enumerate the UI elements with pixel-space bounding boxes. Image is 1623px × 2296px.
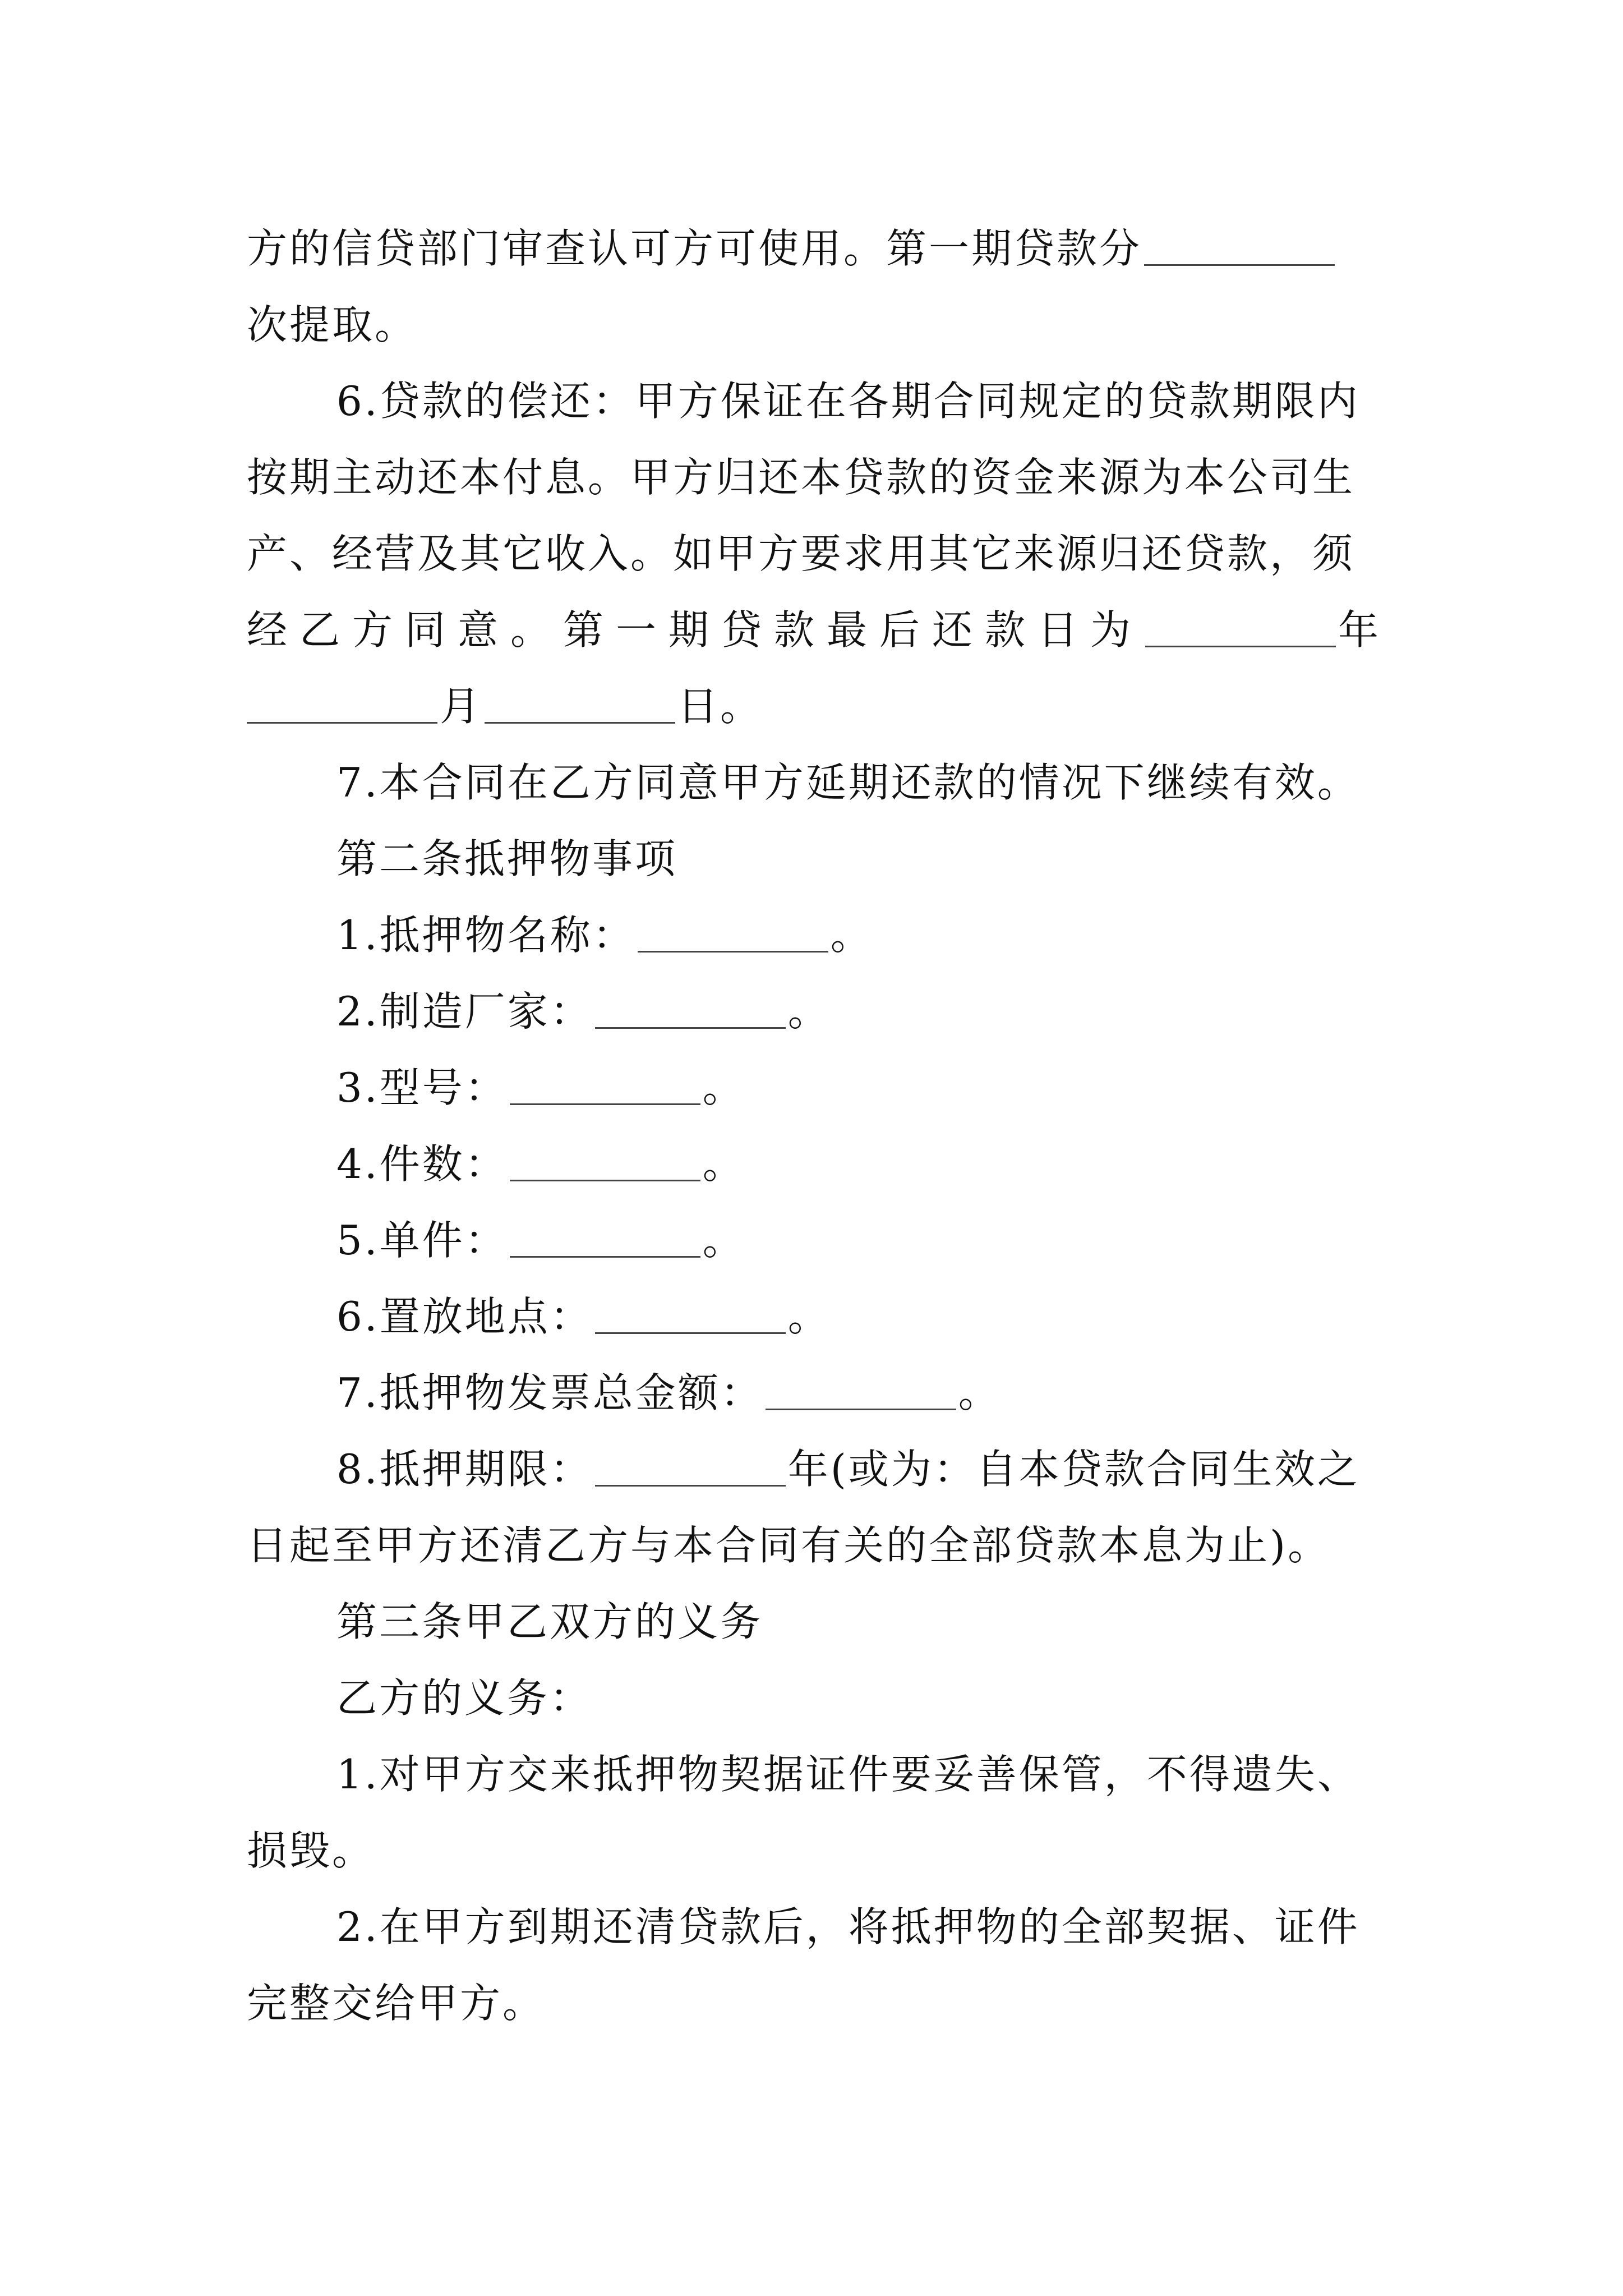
fill-in-blank[interactable] (510, 1217, 700, 1258)
paragraph-line: 按期主动还本付息。甲方归还本贷款的资金来源为本公司生 (247, 454, 1355, 501)
field-label: 4.件数： (336, 1140, 508, 1188)
paragraph-line: 6.贷款的偿还：甲方保证在各期合同规定的贷款期限内 (336, 378, 1360, 425)
form-field-line (247, 1355, 1385, 1431)
fill-in-blank[interactable] (595, 988, 786, 1029)
paragraph-line: 次提取。 (247, 301, 418, 348)
text: 。 (787, 1293, 831, 1340)
text: 日。 (677, 683, 763, 730)
paragraph-line: 2.在甲方到期还清贷款后，将抵押物的全部契据、证件 (336, 1903, 1360, 1950)
fill-in-blank[interactable] (510, 1064, 700, 1105)
form-field-line (247, 1126, 1385, 1202)
document-body (247, 210, 1391, 2041)
paragraph-line (247, 210, 1385, 287)
fill-in-blank[interactable] (638, 912, 828, 953)
text: 年 (1338, 606, 1391, 654)
paragraph-line: 日起至甲方还清乙方与本合同有关的全部贷款本息为止)。 (247, 1522, 1331, 1569)
form-field-line (247, 897, 1385, 973)
fill-in-blank[interactable] (595, 1293, 786, 1334)
text: 。 (702, 1140, 745, 1188)
form-field-line (247, 973, 1385, 1050)
field-label: 5.单件： (336, 1217, 508, 1264)
field-label: 2.制造厂家： (336, 988, 593, 1035)
text: 。 (958, 1369, 1001, 1416)
fill-in-blank[interactable] (595, 1446, 786, 1487)
fill-in-blank[interactable] (247, 683, 437, 724)
field-label: 6.置放地点： (336, 1293, 593, 1340)
paragraph-line: 完整交给甲方。 (247, 1980, 546, 2027)
form-field-line (247, 1050, 1385, 1126)
fill-in-blank[interactable] (766, 1369, 956, 1410)
text: 经乙方同意。第一期贷款最后还款日为 (247, 606, 1144, 654)
field-label: 8.抵押期限： (336, 1446, 593, 1493)
section-heading: 第二条抵押物事项 (336, 835, 678, 882)
fill-in-blank[interactable] (510, 1140, 700, 1181)
fill-in-blank[interactable] (485, 683, 675, 724)
field-label: 7.抵押物发票总金额： (336, 1369, 763, 1416)
text: 。 (702, 1217, 745, 1264)
form-field-line (247, 1202, 1385, 1278)
field-label: 1.抵押物名称： (336, 912, 635, 959)
paragraph-line: 损毁。 (247, 1827, 375, 1874)
text: 年(或为：自本贷款合同生效之 (787, 1446, 1360, 1493)
paragraph-line: 7.本合同在乙方同意甲方延期还款的情况下继续有效。 (336, 759, 1360, 806)
text: 。 (830, 912, 873, 959)
paragraph-line: 产、经营及其它收入。如甲方要求用其它来源归还贷款，须 (247, 530, 1355, 577)
paragraph-line (247, 668, 1385, 744)
fill-in-blank[interactable] (1144, 225, 1335, 266)
field-label: 3.型号： (336, 1064, 508, 1111)
form-field-line (247, 1431, 1385, 1507)
section-heading: 第三条甲乙双方的义务 (336, 1598, 763, 1645)
form-field-line (247, 1278, 1385, 1355)
paragraph-line: 1.对甲方交来抵押物契据证件要妥善保管，不得遗失、 (336, 1751, 1360, 1798)
subsection-heading: 乙方的义务： (336, 1674, 593, 1722)
text: 。 (702, 1064, 745, 1111)
text: 。 (787, 988, 831, 1035)
text: 方的信贷部门审查认可方可使用。第一期贷款分 (247, 225, 1142, 272)
paragraph-line (247, 592, 1391, 668)
fill-in-blank[interactable] (1145, 606, 1336, 647)
text: 月 (440, 683, 483, 730)
